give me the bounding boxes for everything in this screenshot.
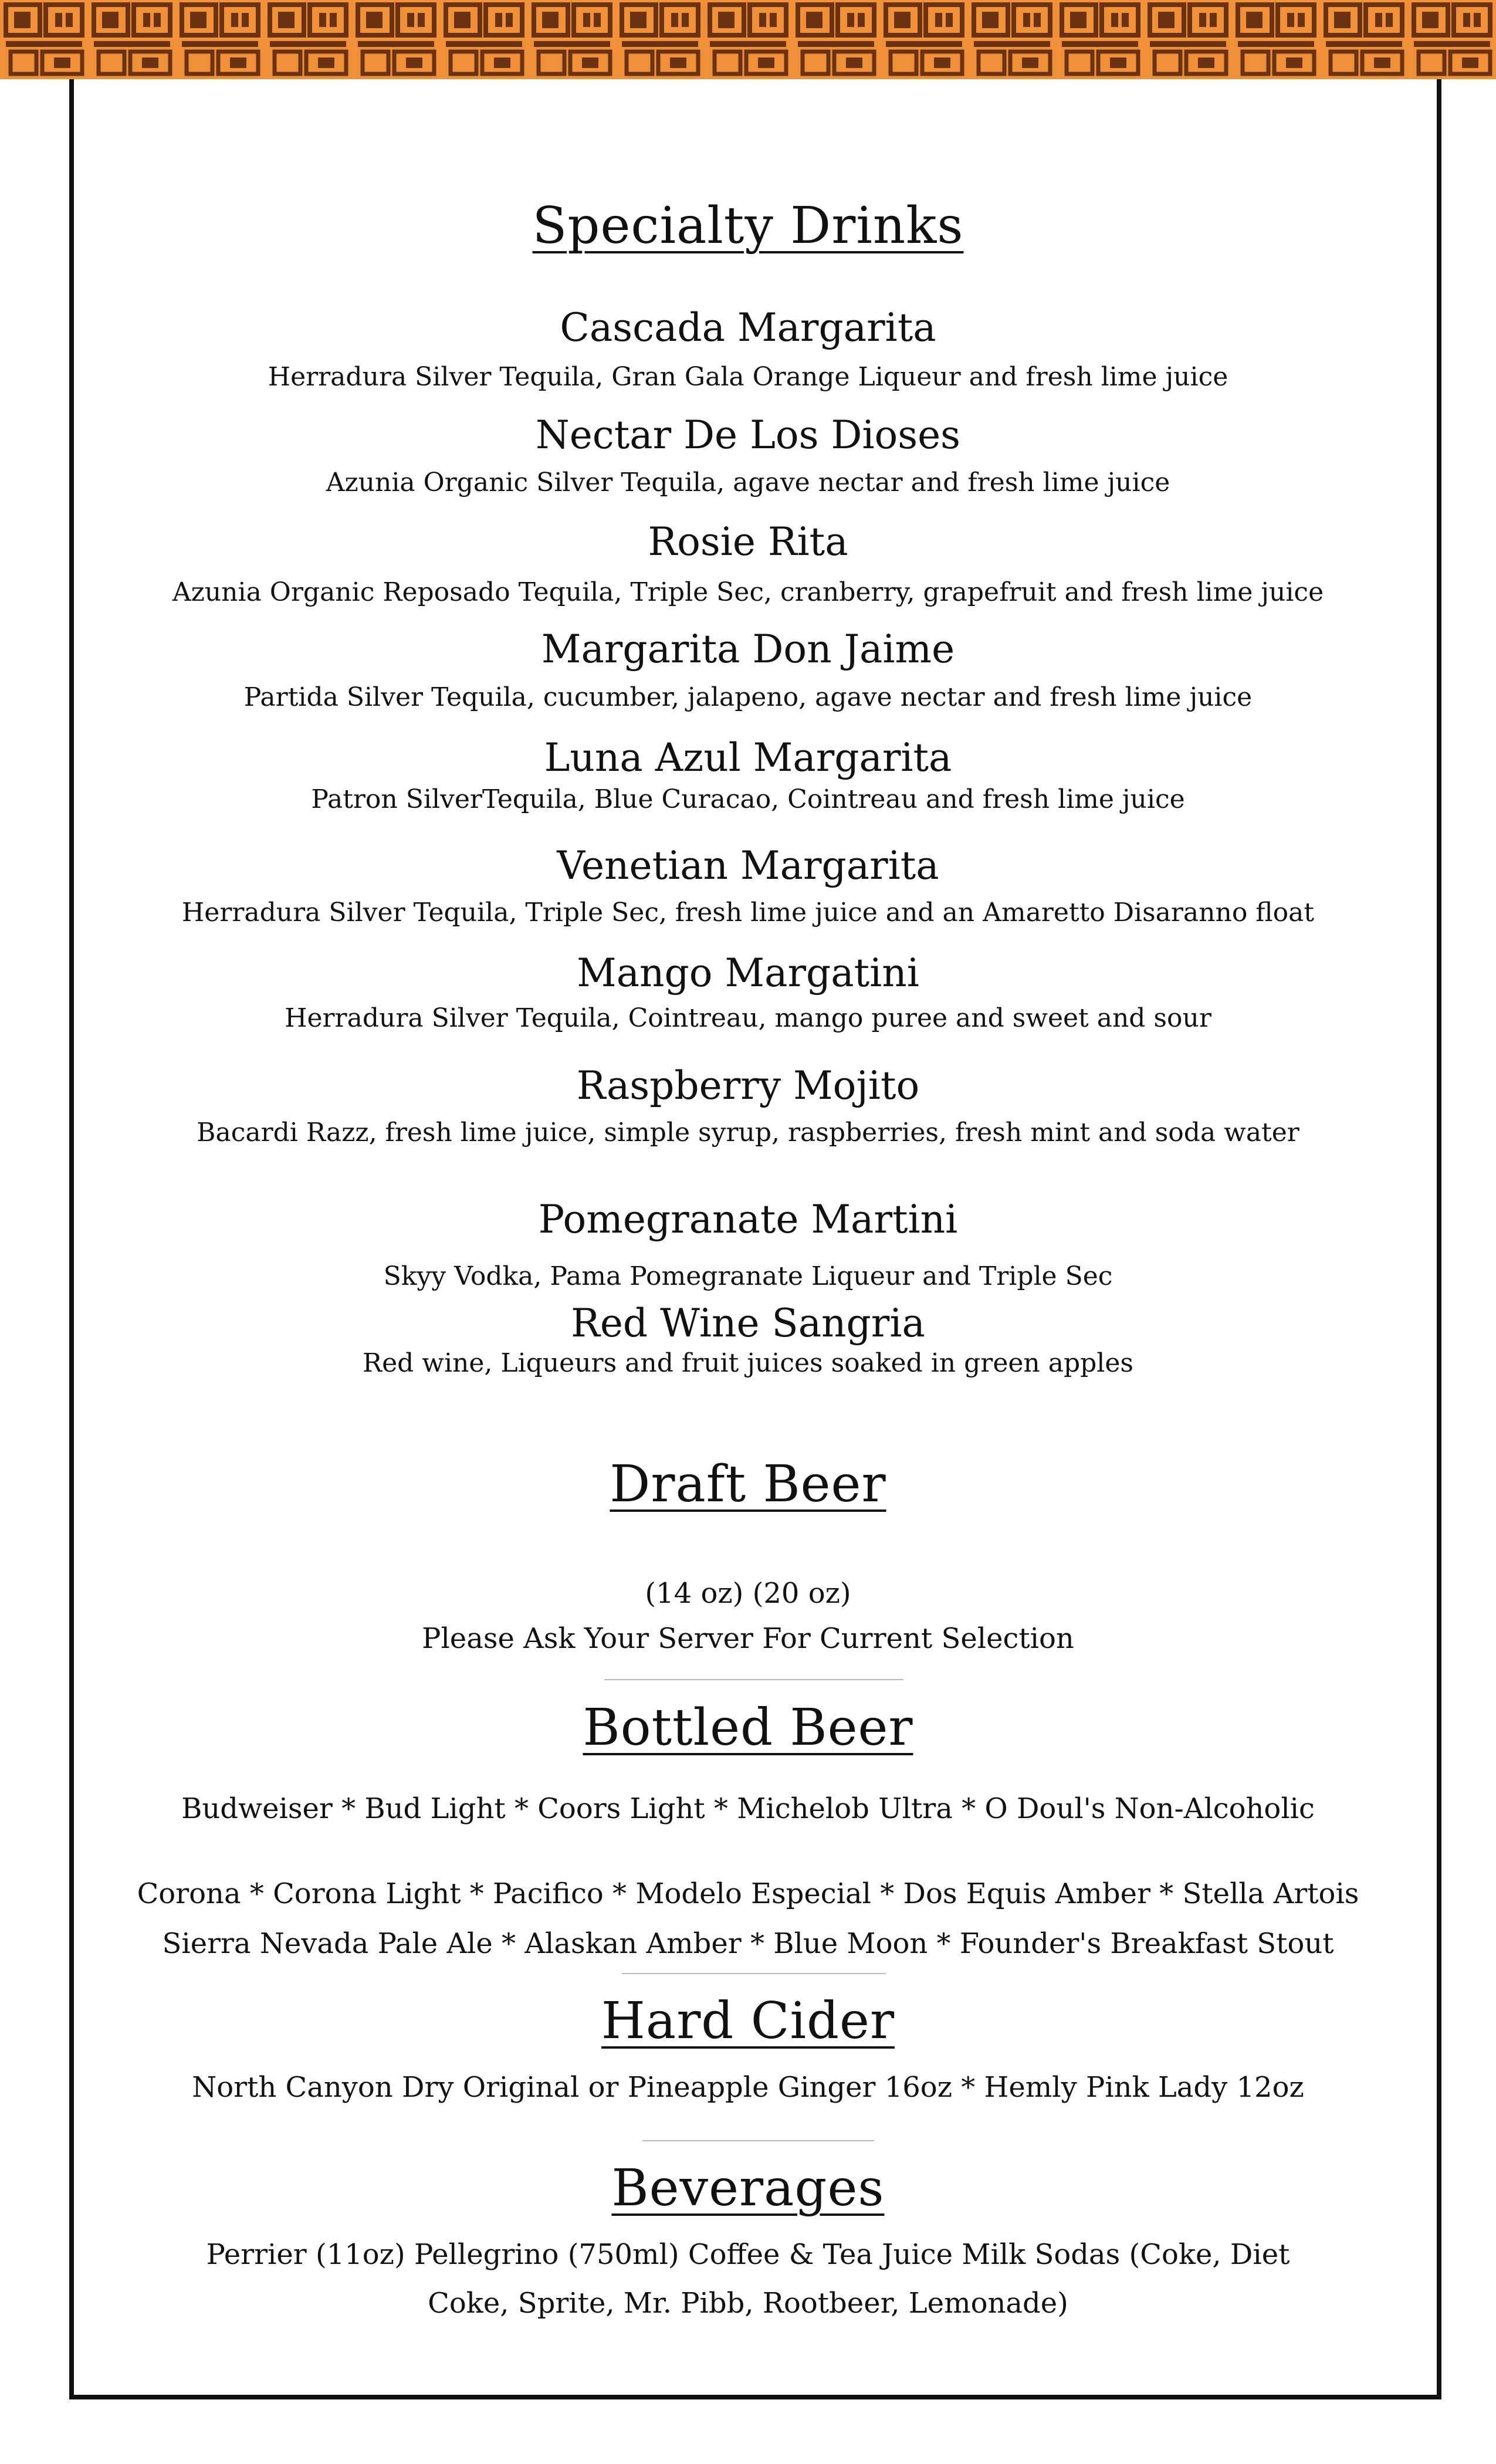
draft-note: Please Ask Your Server For Current Selection (422, 1622, 1074, 1655)
divider (622, 1973, 886, 1974)
bottled-beer-line: Corona * Corona Light * Pacifico * Modelo Especial * Dos Equis Amber * Stella Artois (137, 1877, 1359, 1910)
section-heading-cider: Hard Cider (601, 1992, 895, 2050)
beverages-line: Perrier (11oz) Pellegrino (750ml) Coffee & Tea Juice Milk Sodas (Coke, Diet (206, 2238, 1290, 2271)
section-heading-beverages: Beverages (611, 2159, 885, 2218)
drink-description: Bacardi Razz, fresh lime juice, simple syrup, raspberries, fresh mint and soda water (197, 1118, 1299, 1148)
drink-name: Venetian Margarita (557, 843, 939, 888)
drink-description: Azunia Organic Silver Tequila, agave nectar and fresh lime juice (326, 468, 1170, 497)
drink-name: Margarita Don Jaime (541, 627, 955, 672)
drink-description: Patron SilverTequila, Blue Curacao, Cointreau and fresh lime juice (311, 784, 1185, 814)
drink-name: Rosie Rita (648, 519, 848, 564)
drink-name: Red Wine Sangria (571, 1301, 925, 1346)
drink-name: Luna Azul Margarita (544, 735, 952, 780)
cider-line: North Canyon Dry Original or Pineapple Ginger 16oz * Hemly Pink Lady 12oz (192, 2071, 1304, 2104)
bottled-beer-line: Budweiser * Bud Light * Coors Light * Michelob Ultra * O Doul's Non-Alcoholic (181, 1792, 1315, 1825)
drink-description: Red wine, Liqueurs and fruit juices soaked in green apples (362, 1348, 1133, 1378)
drink-description: Herradura Silver Tequila, Triple Sec, fresh lime juice and an Amaretto Disaranno float (181, 898, 1315, 928)
drink-name: Cascada Margarita (560, 305, 936, 350)
draft-sizes: (14 oz) (20 oz) (645, 1577, 851, 1610)
section-heading-bottled: Bottled Beer (583, 1698, 913, 1757)
section-heading-draft: Draft Beer (610, 1455, 886, 1514)
drink-name: Nectar De Los Dioses (535, 412, 961, 458)
drink-description: Azunia Organic Reposado Tequila, Triple Sec, cranberry, grapefruit and fresh lime juice (172, 577, 1324, 607)
drink-description: Herradura Silver Tequila, Cointreau, mango puree and sweet and sour (285, 1003, 1211, 1033)
divider (604, 1679, 903, 1680)
aztec-pattern-decoration (0, 0, 1496, 79)
drink-name: Mango Margatini (577, 950, 919, 996)
divider (642, 2140, 874, 2141)
drink-description: Partida Silver Tequila, cucumber, jalapeno, agave nectar and fresh lime juice (243, 682, 1253, 712)
drink-description: Skyy Vodka, Pama Pomegranate Liqueur and Triple Sec (383, 1261, 1113, 1291)
drink-name: Raspberry Mojito (576, 1063, 920, 1108)
beverages-line: Coke, Sprite, Mr. Pibb, Rootbeer, Lemonade) (428, 2287, 1068, 2320)
section-heading-specialty: Specialty Drinks (532, 197, 964, 255)
drink-name: Pomegranate Martini (538, 1197, 958, 1242)
aztec-pattern-banner (0, 0, 1496, 79)
drink-description: Herradura Silver Tequila, Gran Gala Orange Liqueur and fresh lime juice (268, 362, 1228, 392)
bottled-beer-line: Sierra Nevada Pale Ale * Alaskan Amber * Blue Moon * Founder's Breakfast Stout (162, 1927, 1334, 1960)
